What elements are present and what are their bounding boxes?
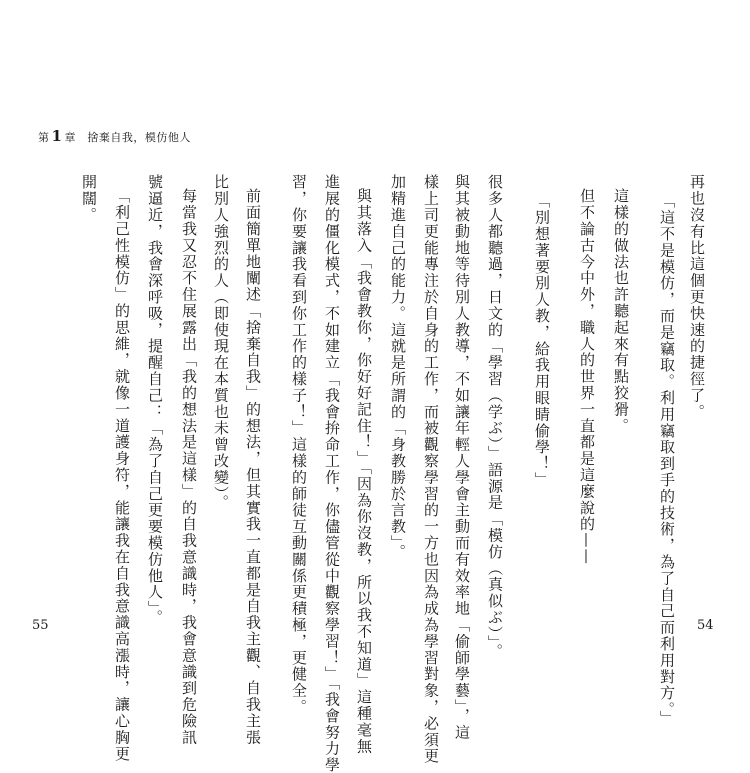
text-column: 前面簡單地闡述「捨棄自我」的想法，但其實我一直都是自我主觀、自我主張 (244, 188, 262, 746)
text-column: 每當我又忍不住展露出「我的想法是這樣」的自我意識時，我會意識到危險訊 (180, 188, 198, 746)
text-column: 但不論古今中外，職人的世界一直都是這麼說的—— (578, 188, 596, 566)
text-column: 號逼近，我會深呼吸，提醒自己：「為了自己更要模仿他人」。 (146, 174, 164, 626)
text-column: 「別想著要別人教，給我用眼睛偷學！」 (533, 193, 551, 489)
text-column: 開闊。 (80, 174, 98, 224)
chapter-header (38, 127, 191, 145)
page-number-right: 54 (697, 618, 714, 633)
text-column: 比別人強烈的人（即使現在本質也未曾改變）。 (212, 174, 230, 511)
text-column: 很多人都聽過，日文的「學習（学ぶ）」語源是「模仿（真似ぶ）」。 (486, 174, 504, 660)
text-column: 再也沒有比這個更快速的捷徑了。 (688, 174, 706, 420)
text-column: 進展的僵化模式，不如建立「我會拚命工作，你儘管從中觀察學習！」「我會努力學 (323, 174, 341, 773)
text-column: 與其被動地等待別人教導，不如讓年輕人學會主動而有效率地「偷師學藝」，這 (453, 174, 471, 741)
chapter-number: 1 (51, 127, 63, 145)
text-column: 樣上司更能專注於自身的工作，而被觀察學習的一方也因為成為學習對象，必須更 (422, 174, 440, 765)
chapter-title: 章 捨棄自我，模仿他人 (64, 131, 191, 144)
chapter-prefix: 第 (38, 131, 50, 144)
text-column: 加精進自己的能力。這就是所謂的「身教勝於言教」。 (389, 174, 407, 561)
text-column: 這樣的做法也許聽起來有點狡猾。 (612, 188, 630, 434)
text-column: 「這不是模仿，而是竊取。利用竊取到手的技術，為了自己而利用對方。」 (658, 193, 676, 727)
text-column: 與其落入「我會教你，你好好記住！」「因為你沒教，所以我不知道」這種毫無 (355, 188, 373, 755)
text-column: 習，你要讓我看到你工作的樣子！」這樣的師徒互動關係更積極，更健全。 (290, 174, 308, 716)
text-column: 「利己性模仿」的思維，就像一道護身符，能讓我在自我意識高漲時，讓心胸更 (113, 188, 131, 762)
page-number-left: 55 (32, 618, 49, 633)
